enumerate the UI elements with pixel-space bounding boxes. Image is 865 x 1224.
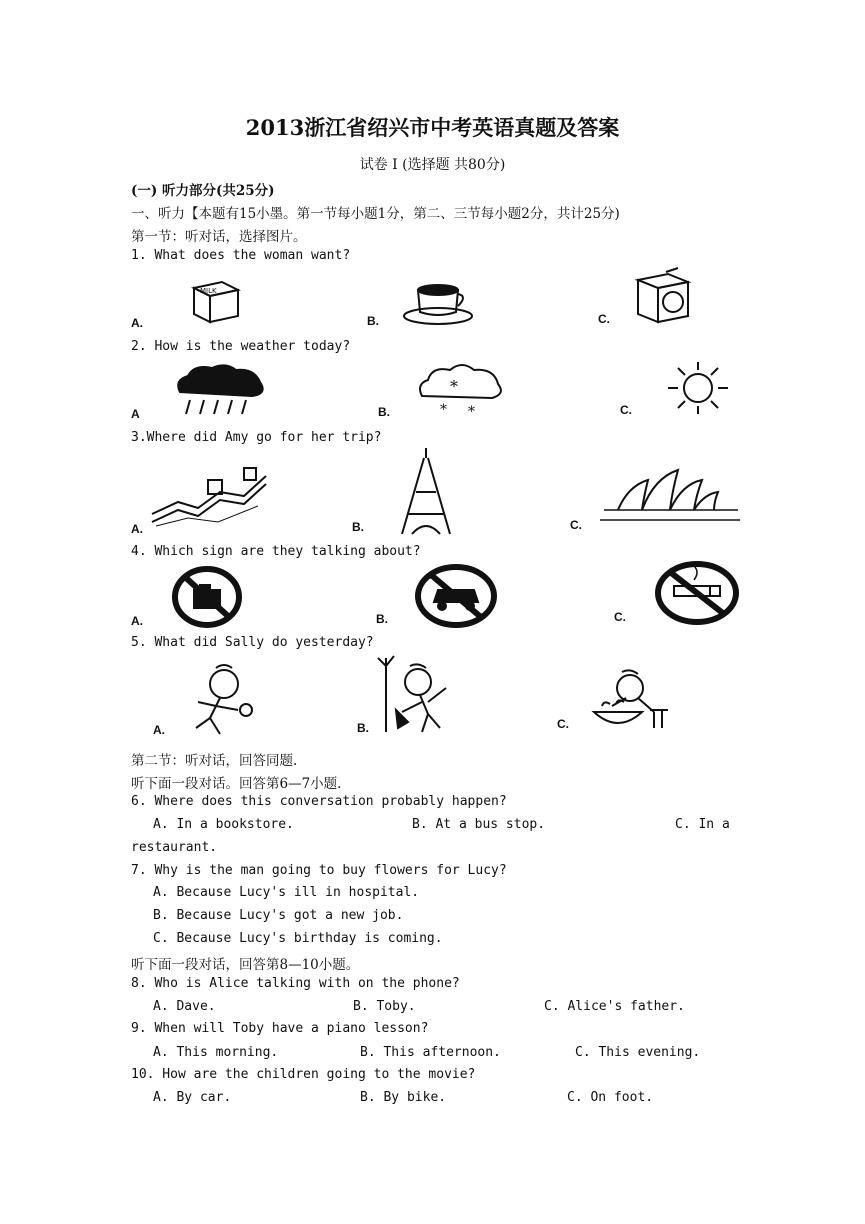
option-b: B. By bike. bbox=[360, 1090, 447, 1105]
option-label: C. bbox=[620, 403, 632, 417]
coffee-cup-icon bbox=[400, 278, 476, 328]
option-c: C. Because Lucy's birthday is coming. bbox=[153, 931, 443, 946]
option-b: B. At a bus stop. bbox=[412, 817, 546, 832]
dialogue-intro: 听下面一段对话，回答第8—10小题。 bbox=[131, 957, 360, 973]
great-wall-icon bbox=[148, 462, 272, 528]
question-stem: 5. What did Sally do yesterday? bbox=[131, 635, 374, 650]
option-a: A. This morning. bbox=[153, 1045, 279, 1060]
option-b: B. Because Lucy's got a new job. bbox=[153, 908, 404, 923]
question-stem: 10. How are the children going to the movie? bbox=[131, 1067, 476, 1082]
option-label: B. bbox=[376, 612, 388, 626]
question-stem: 1. What does the woman want? bbox=[131, 248, 351, 263]
girl-running-icon bbox=[180, 662, 256, 736]
section-b-title: 第二节：听对话，回答同题. bbox=[131, 753, 298, 769]
eiffel-tower-icon bbox=[396, 446, 456, 536]
svg-text:*: * bbox=[450, 377, 458, 396]
option-label: C. bbox=[614, 610, 626, 624]
option-label: A. bbox=[131, 522, 143, 536]
question-stem: 8. Who is Alice talking with on the phone? bbox=[131, 976, 460, 991]
no-smoking-sign-icon bbox=[654, 560, 740, 626]
question-stem: 2. How is the weather today? bbox=[131, 339, 351, 354]
page-title: 2013浙江省绍兴市中考英语真题及答案 bbox=[245, 115, 620, 140]
milk-carton-icon bbox=[188, 274, 244, 326]
rain-cloud-icon bbox=[170, 362, 270, 418]
paper-subtitle: 试卷 I (选择题 共80分) bbox=[359, 157, 506, 173]
question-stem: 7. Why is the man going to buy flowers for Lucy? bbox=[131, 863, 507, 878]
svg-text:MILK: MILK bbox=[200, 287, 217, 295]
option-label: C. bbox=[557, 717, 569, 731]
dialogue-intro: 听下面一段对话。回答第6—7小题. bbox=[131, 776, 342, 792]
option-label: B. bbox=[367, 314, 379, 328]
option-b: B. Toby. bbox=[353, 999, 416, 1014]
part-intro: 一、听力【本题有15小墨。第一节每小题1分，第二、三节每小题2分，共计25分) bbox=[131, 206, 620, 222]
option-c: C. On foot. bbox=[567, 1090, 654, 1105]
option-c: C. Alice's father. bbox=[544, 999, 685, 1014]
no-cars-sign-icon bbox=[414, 564, 498, 628]
question-stem: 6. Where does this conversation probably happen? bbox=[131, 794, 507, 809]
option-label: C. bbox=[570, 518, 582, 532]
svg-text:*: * bbox=[468, 404, 475, 418]
girl-planting-tree-icon bbox=[372, 652, 452, 736]
option-label: B. bbox=[357, 721, 369, 735]
option-label: A bbox=[131, 407, 140, 421]
sydney-opera-house-icon bbox=[598, 466, 740, 528]
snow-cloud-icon bbox=[414, 360, 506, 418]
juice-box-icon bbox=[632, 266, 694, 326]
option-c: C. This evening. bbox=[575, 1045, 701, 1060]
question-stem: 4. Which sign are they talking about? bbox=[131, 544, 421, 559]
girl-cooking-icon bbox=[582, 666, 672, 732]
option-label: A. bbox=[131, 614, 143, 628]
option-a: A. Because Lucy's ill in hospital. bbox=[153, 885, 420, 900]
option-label: B. bbox=[378, 405, 390, 419]
no-photography-sign-icon bbox=[172, 566, 242, 628]
option-a: A. Dave. bbox=[153, 999, 216, 1014]
section-a-title: 第一节：听对话，选择图片。 bbox=[131, 229, 307, 245]
sun-icon bbox=[658, 360, 738, 416]
option-label: B. bbox=[352, 520, 364, 534]
question-stem: 3.Where did Amy go for her trip? bbox=[131, 430, 382, 445]
option-c-continued: restaurant. bbox=[131, 840, 218, 855]
option-label: A. bbox=[131, 316, 143, 330]
option-b: B. This afternoon. bbox=[360, 1045, 501, 1060]
option-a: A. In a bookstore. bbox=[153, 817, 294, 832]
option-label: C. bbox=[598, 312, 610, 326]
option-label: A. bbox=[153, 723, 165, 737]
option-a: A. By car. bbox=[153, 1090, 232, 1105]
question-stem: 9. When will Toby have a piano lesson? bbox=[131, 1021, 429, 1036]
section-header: (一) 听力部分(共25分) bbox=[131, 183, 275, 199]
option-c: C. In a bbox=[675, 817, 730, 832]
svg-text:*: * bbox=[440, 402, 447, 418]
